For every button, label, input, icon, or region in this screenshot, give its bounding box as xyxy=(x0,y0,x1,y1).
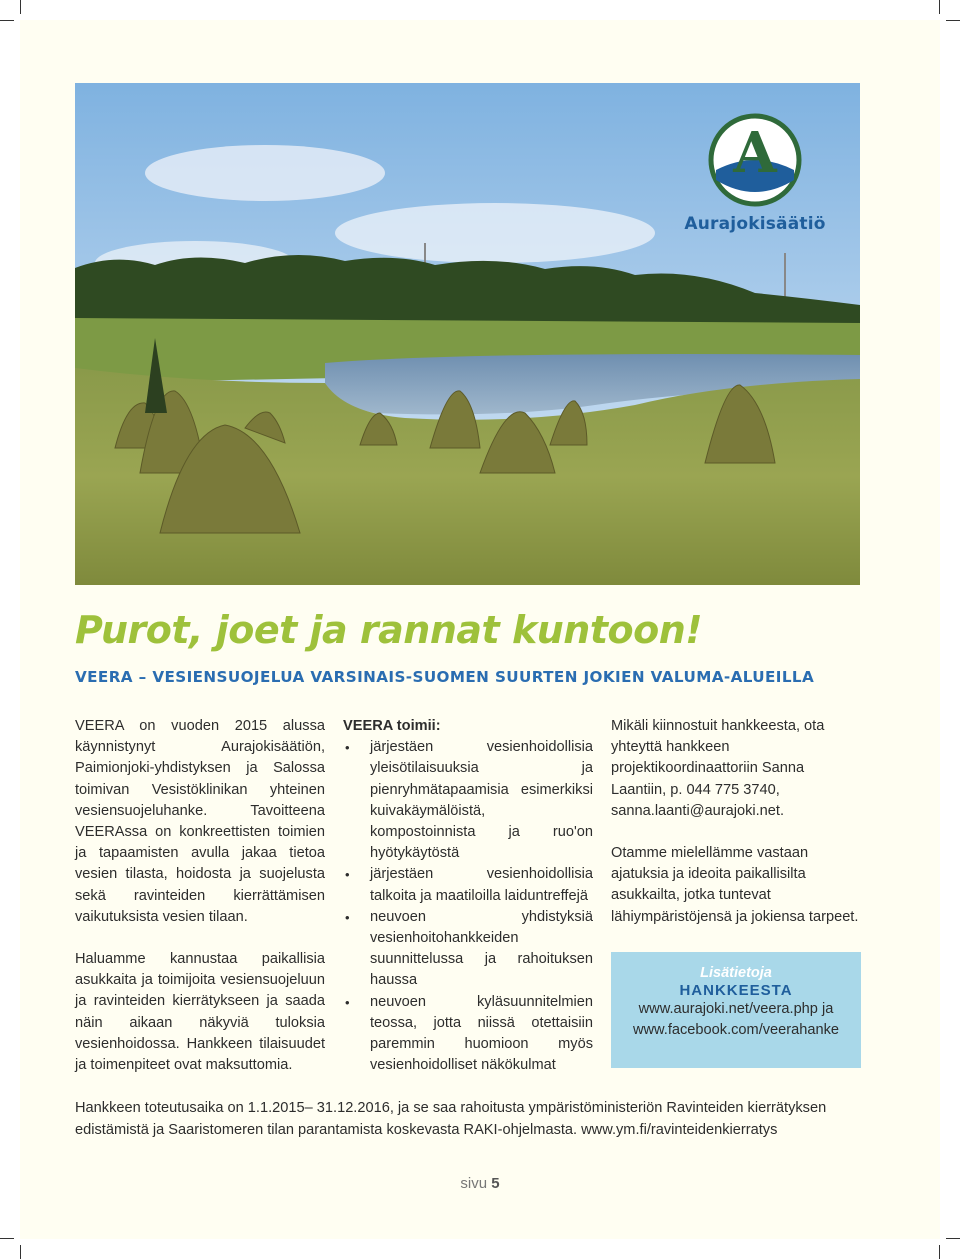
activities-heading: VEERA toimii: xyxy=(343,718,441,734)
activities-list xyxy=(343,737,593,1076)
crop-mark xyxy=(946,20,960,21)
logo-emblem-icon xyxy=(680,110,830,210)
page-number-label: sivu xyxy=(460,1175,488,1192)
project-website-link[interactable]: www.aurajoki.net/veera.php ja xyxy=(638,1001,834,1017)
ideas-paragraph: Otamme mielellämme vastaan ajatuksia ja ideoita paikallisilta asukkailta, jotka tuntevat lähiympäristöjensä ja jokiensa tarpeet. xyxy=(611,845,859,925)
page-number xyxy=(0,1175,960,1192)
info-box-label: Lisätietoja xyxy=(700,965,772,981)
facebook-link[interactable]: www.facebook.com/veerahanke xyxy=(632,1022,840,1038)
bullet-icon: • xyxy=(345,994,350,1010)
logo-name: Aurajokisäätiö xyxy=(684,214,826,234)
funding-note: Hankkeen toteutusaika on 1.1.2015– 31.12.2016, ja se saa rahoitusta ympäristöministeriön Ravinteiden kierrätyksen edistämistä ja Saaristomeren tilan parantamista koskevasta RAKI-ohjelmasta. www.ym.fi/ravinteidenkierratys xyxy=(75,1100,827,1138)
list-item: • neuvoen yhdistyksiä vesienhoitohankkeiden suunnittelussa ja rahoituksen haussa xyxy=(345,908,593,989)
crop-mark xyxy=(939,1245,940,1259)
page-title: Purot, joet ja rannat kuntoon! xyxy=(75,608,703,652)
bullet-icon: • xyxy=(345,740,350,756)
list-item: • järjestäen vesienhoidollisia talkoita ja maatiloilla laiduntreffejä xyxy=(345,866,593,904)
list-item: • neuvoen kyläsuunnitelmien teossa, jotta niissä otettaisiin paremmin huomioon myös vesienhoidolliset näkökulmat xyxy=(345,993,593,1074)
page-subtitle: VEERA – VESIENSUOJELUA VARSINAIS-SUOMEN SUURTEN JOKIEN VALUMA-ALUEILLA xyxy=(75,668,815,686)
aurajokisaatio-logo xyxy=(680,110,830,240)
page-number-value: 5 xyxy=(491,1175,500,1192)
crop-mark xyxy=(20,0,21,14)
column-intro xyxy=(75,716,325,1097)
more-info-box xyxy=(611,952,861,1068)
crop-mark xyxy=(939,0,940,14)
crop-mark xyxy=(946,1238,960,1239)
crop-mark xyxy=(0,1238,14,1239)
svg-text:A: A xyxy=(733,120,777,186)
intro-paragraph xyxy=(75,716,325,928)
crop-mark xyxy=(20,1245,21,1259)
info-box-heading: HANKKEESTA xyxy=(679,982,793,999)
bullet-icon: • xyxy=(345,909,350,925)
bullet-icon: • xyxy=(345,867,350,883)
intro-text: on vuoden 2015 alussa käynnistynyt Aurajokisäätiön, Paimionjoki-yhdistyksen ja Salossa toimivan Vesistöklinikan yhteinen vesiensuojeluhanke. Tavoitteena VEERAssa on konkreettisten toimien ja tapaamisten avulla jakaa tietoa vesien tilasta, hoidosta ja suojelusta sekä ravinteiden kierrättämisen vaikutuksista vesien tilaan. xyxy=(75,718,325,925)
veera-lead: VEERA xyxy=(75,718,124,734)
contact-paragraph: Mikäli kiinnostuit hankkeesta, ota yhteyttä hankkeen projektikoordinaattoriin Sanna Laantiin, p. 044 775 3740, sanna.laanti@aurajoki.net. xyxy=(611,718,825,819)
crop-mark xyxy=(0,20,14,21)
column-contact xyxy=(611,716,863,949)
encourage-paragraph: Haluamme kannustaa paikallisia asukkaita ja toimijoita vesiensuojeluun ja ravinteiden kierrätykseen ja saada näin aikaan näkyviä tuloksia vesienhoidossa. Hankkeen tilaisuudet ja toimenpiteet ovat maksuttomia. xyxy=(75,951,325,1074)
list-item: • järjestäen vesienhoidollisia yleisötilaisuuksia ja pienryhmätapaamisia esimerkiksi kuivakäymälöistä, kompostoinnista ja ruo'on hyötykäytöstä xyxy=(345,739,593,862)
column-activities xyxy=(343,716,593,1076)
